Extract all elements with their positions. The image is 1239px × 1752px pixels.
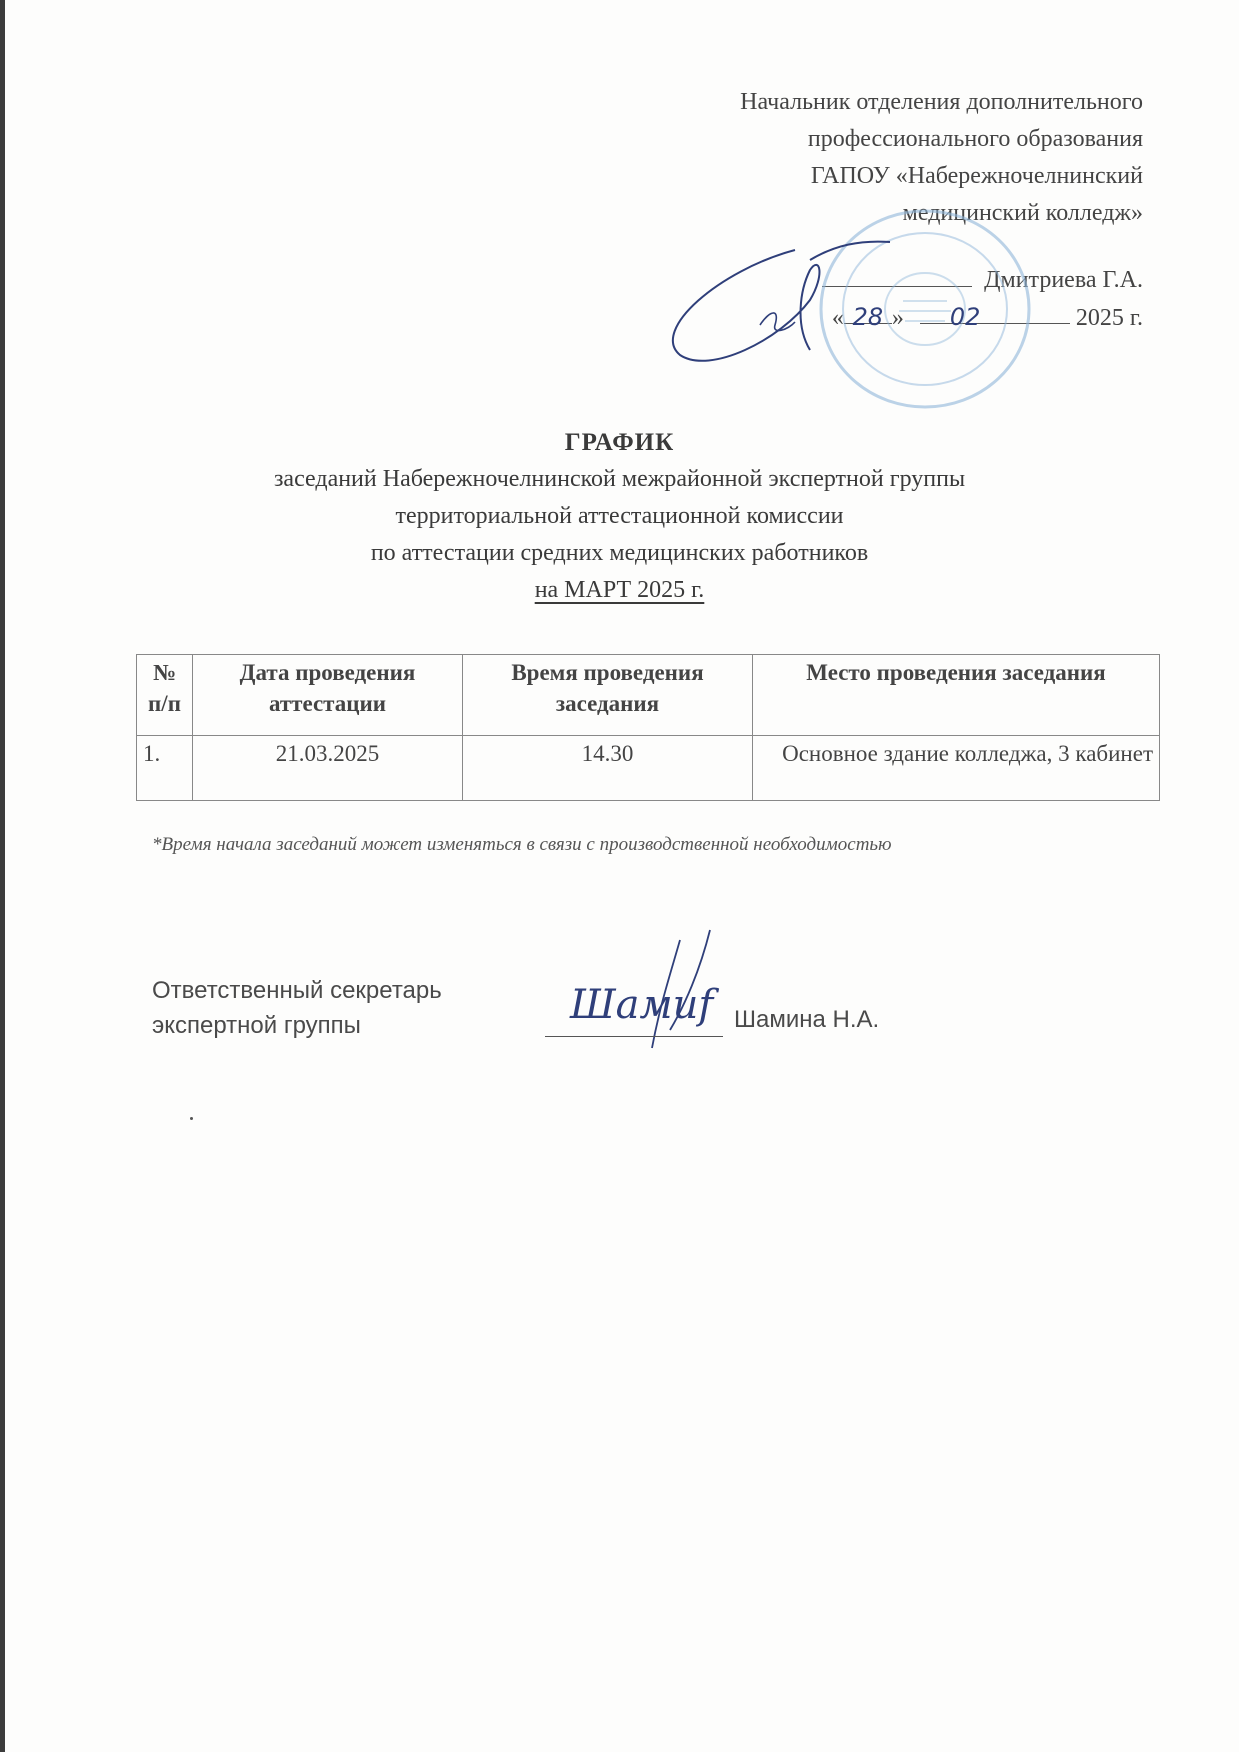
secretary-signature-line [545,1036,723,1037]
page-title: ГРАФИК [564,429,675,456]
approval-signer-name: Дмитриева Г.А. [984,267,1143,293]
secretary-title-line-2: экспертной группы [152,1012,361,1039]
approval-date-year: 2025 г. [1075,305,1143,331]
approval-line-3: ГАПОУ «Набережночелнинский [810,163,1143,189]
table-row [137,736,1160,801]
approval-date-day-value: 28 [852,303,884,331]
approval-date-row: « 28 » 02 2025 г. [583,299,1143,337]
scan-edge [0,0,5,1752]
approval-line-1: Начальник отделения дополнительного [740,89,1143,115]
secretary-title [152,973,442,1043]
subtitle-line-2: территориальной аттестационной комиссии [395,503,844,529]
title-block [0,424,1239,609]
header-date: Дата проведения аттестации [193,655,463,736]
cell-place: Основное здание колледжа, 3 кабинет [753,736,1160,801]
subtitle-line-3: по аттестации средних медицинских работников [370,540,869,566]
schedule-table [136,654,1160,801]
approval-line-4: медицинский колледж» [902,200,1143,226]
secretary-name: Шамина Н.А. [734,1006,880,1033]
table-header-row [137,655,1160,736]
period-label: на МАРТ 2025 г. [534,577,705,603]
approval-signer-row [583,260,1143,299]
secretary-signature-icon [560,920,740,1060]
approval-line-2: профессионального образования [807,126,1143,152]
subtitle-line-1: заседаний Набережночелнинской межрайонной экспертной группы [273,466,966,492]
header-place: Место проведения заседания [753,655,1160,736]
cell-number: 1. [137,736,193,801]
approval-date-month [920,299,1070,331]
approval-block [583,84,1143,337]
approval-date-month-value: 02 [949,303,981,331]
approval-date-day [844,299,892,331]
secretary-title-line-1: Ответственный секретарь [152,977,442,1004]
approval-signature-line [822,260,972,287]
header-time: Время проведения заседания [463,655,753,736]
secretary-signature-text: Шамиf [570,982,714,1028]
scan-speck [190,1117,193,1120]
footnote: *Время начала заседаний может изменяться в связи с производственной необходимостью [152,834,892,855]
header-number: № п/п [137,655,193,736]
cell-date: 21.03.2025 [193,736,463,801]
cell-time: 14.30 [463,736,753,801]
